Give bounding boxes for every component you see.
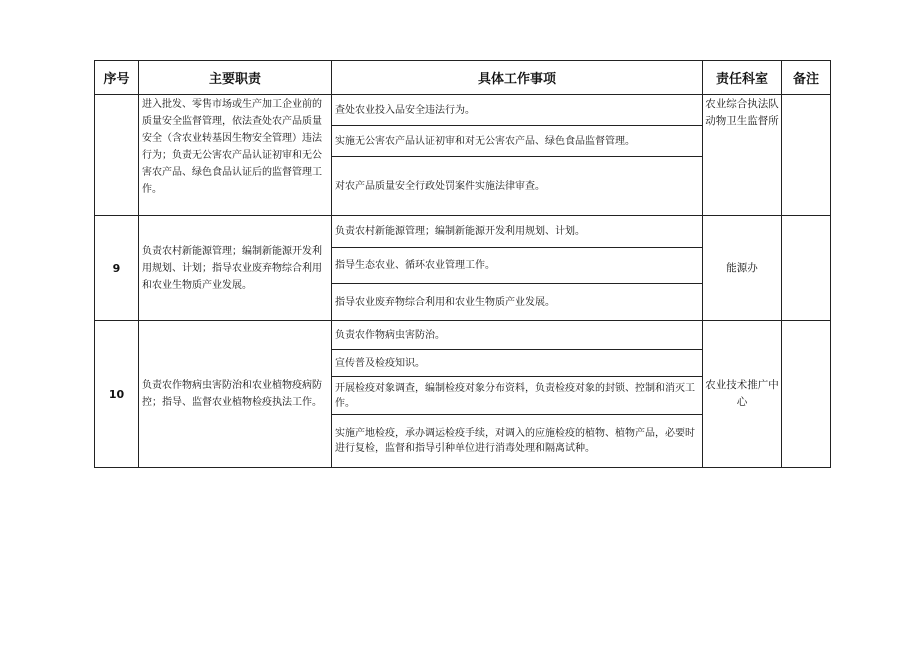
header-note: 备注	[782, 61, 831, 95]
task-item: 开展检疫对象调查，编制检疫对象分布资料，负责检疫对象的封锁、控制和消灭工作。	[332, 377, 702, 415]
row-note	[782, 321, 831, 468]
row-dept: 能源办	[703, 216, 782, 321]
row-note	[782, 95, 831, 216]
row-dept: 农业技术推广中心	[703, 321, 782, 468]
header-tasks: 具体工作事项	[332, 61, 703, 95]
task-item: 查处农业投入品安全违法行为。	[332, 95, 702, 126]
row-seq: 9	[95, 216, 139, 321]
header-duty: 主要职责	[139, 61, 332, 95]
task-item: 指导生态农业、循环农业管理工作。	[332, 248, 702, 284]
task-item: 负责农村新能源管理；编制新能源开发利用规划、计划。	[332, 216, 702, 248]
row-tasks	[332, 95, 703, 216]
header-dept: 责任科室	[703, 61, 782, 95]
row-duty: 负责农村新能源管理；编制新能源开发利用规划、计划；指导农业废弃物综合利用和农业生物质产业发展。	[139, 216, 332, 321]
task-item: 实施产地检疫，承办调运检疫手续，对调入的应施检疫的植物、植物产品，必要时进行复检，监督和指导引种单位进行消毒处理和隔离试种。	[335, 428, 695, 454]
task-item: 宣传普及检疫知识。	[332, 350, 702, 377]
row-tasks	[332, 321, 703, 468]
table-header-row	[95, 61, 831, 95]
task-item: 负责农作物病虫害防治。	[332, 321, 702, 350]
row-dept: 农业综合执法队动物卫生监督所	[703, 95, 782, 216]
row-seq: 10	[95, 321, 139, 468]
task-item: 指导农业废弃物综合利用和农业生物质产业发展。	[335, 296, 555, 308]
table-row	[95, 216, 831, 321]
header-seq: 序号	[95, 61, 139, 95]
row-duty: 负责农作物病虫害防治和农业植物疫病防控；指导、监督农业植物检疫执法工作。	[139, 321, 332, 468]
document-page	[94, 60, 830, 467]
row-seq	[95, 95, 139, 216]
task-item: 实施无公害农产品认证初审和对无公害农产品、绿色食品监督管理。	[332, 126, 702, 157]
task-item: 对农产品质量安全行政处罚案件实施法律审查。	[335, 180, 545, 192]
row-duty: 进入批发、零售市场或生产加工企业前的质量安全监督管理，依法查处农产品质量安全（含农业转基因生物安全管理）违法行为；负责无公害农产品认证初审和无公害农产品、绿色食品认证后的监督管理工作。	[139, 95, 332, 216]
row-tasks	[332, 216, 703, 321]
responsibility-table	[94, 60, 831, 468]
table-row	[95, 321, 831, 468]
table-row	[95, 95, 831, 216]
row-note	[782, 216, 831, 321]
